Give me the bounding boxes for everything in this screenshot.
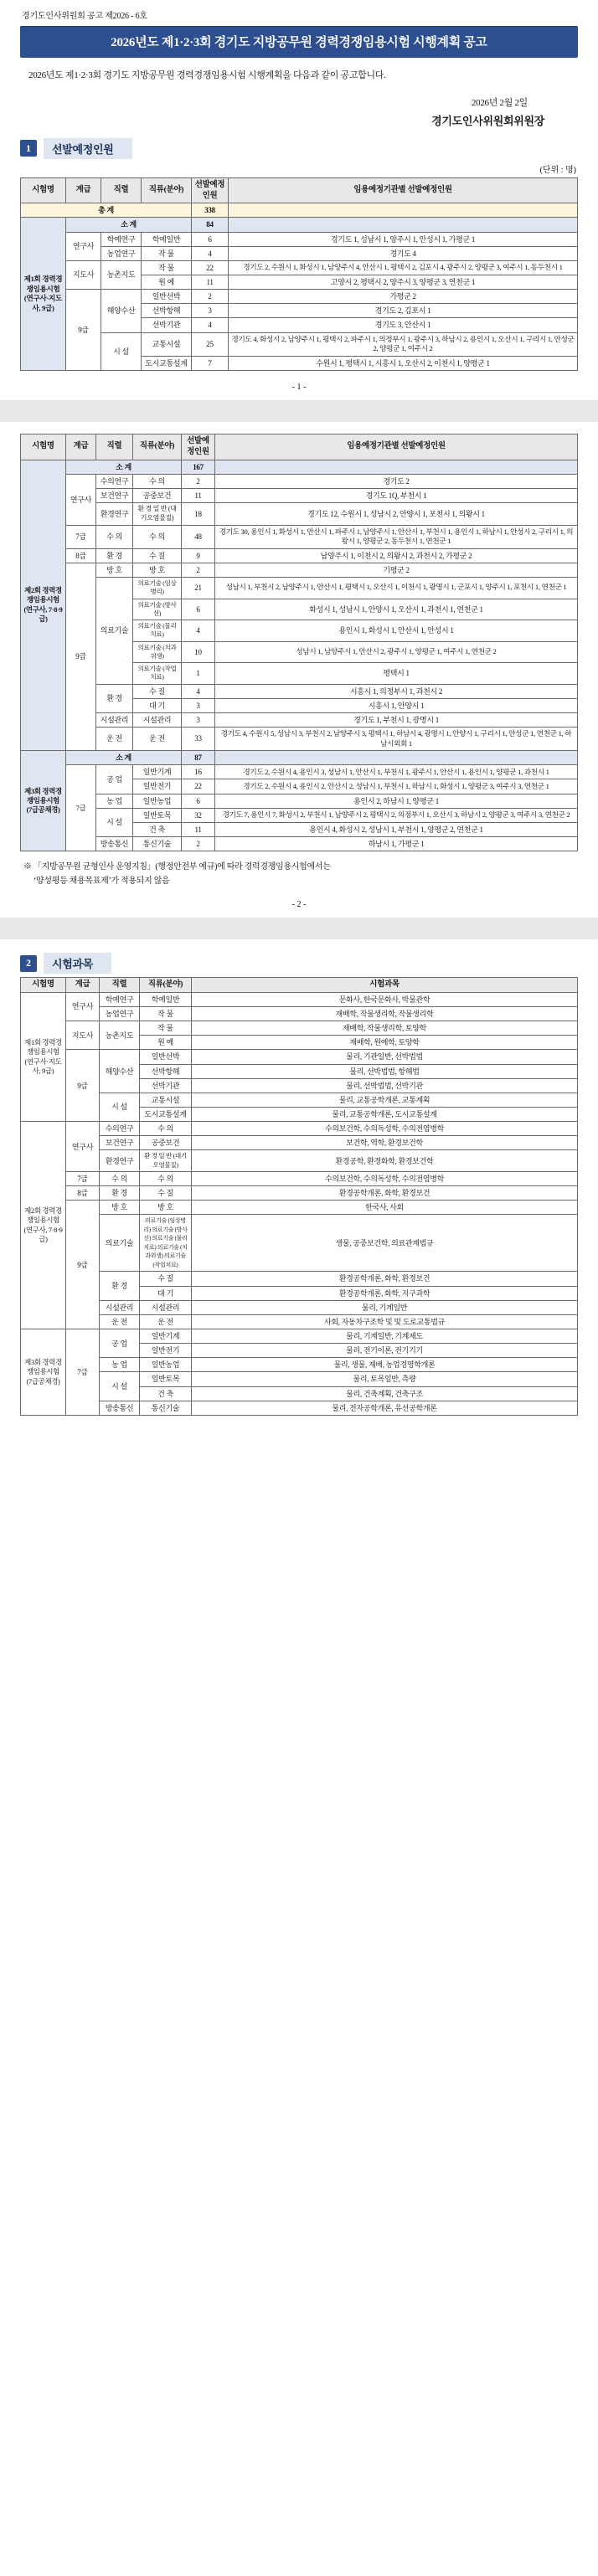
- table-row: [21, 1215, 578, 1272]
- org-cell: 경기도 30, 용인시 1, 화성시 1, 안산시 1, 파주시 1, 남양주시 1, 안산시 1, 부천시 1, 용인시 1, 하남시 1, 안성시 2, 구리시 1, 의왕시 1, 양평군 2, 동두천시 1, 연천군 1: [215, 525, 578, 548]
- table-row: [21, 836, 578, 851]
- table-row: [21, 808, 578, 822]
- field-cell: 수 질: [140, 1272, 192, 1286]
- subjects-cell: 문화사, 한국문화사, 박물관학: [192, 992, 578, 1006]
- series-cell: 해양수산: [100, 1050, 140, 1093]
- series-cell: 수의연구: [100, 1122, 140, 1136]
- subjects-cell: 환경공학개론, 화학, 지구과학: [192, 1286, 578, 1300]
- intro-paragraph: 2026년도 제1·2·3회 경기도 지방공무원 경력경쟁임용시험 시행계획을 다음과 같이 공고합니다.: [28, 70, 386, 80]
- subjects-cell: 물리, 전자공학개론, 유선공학개론: [192, 1401, 578, 1415]
- col-field: 직류(분야): [133, 434, 182, 460]
- col-exam-name: 시험명: [21, 434, 66, 460]
- org-cell: 남양주시 1, 이천시 2, 의왕시 2, 과천시 2, 가평군 2: [215, 548, 578, 563]
- series-cell: 공 업: [96, 765, 133, 794]
- subjects-cell: 보건학, 역학, 환경보건학: [192, 1136, 578, 1150]
- org-cell: 용인시 1, 화성시 1, 안산시 1, 안성시 1: [215, 620, 578, 642]
- field-cell: 시설관리: [133, 712, 182, 727]
- section-1-heading: [20, 138, 578, 159]
- page-3: [0, 939, 598, 1424]
- table-row: [21, 502, 578, 525]
- field-cell: 일반토목: [133, 808, 182, 822]
- subtotal-label: 소 계: [66, 460, 182, 474]
- table-row: [21, 1272, 578, 1286]
- series-cell: 시 설: [100, 1093, 140, 1121]
- table-row: [21, 1122, 578, 1136]
- series-cell: 방 호: [96, 563, 133, 577]
- field-cell: 수 의: [140, 1171, 192, 1185]
- count-cell: 22: [192, 260, 229, 275]
- note-line-2: ‘양성평등 채용목표제’가 적용되지 않음: [34, 877, 170, 887]
- series-cell: 방송통신: [96, 836, 133, 851]
- count-cell: 6: [182, 599, 215, 620]
- subjects-cell: 수의보건학, 수의독성학, 수의전염병학: [192, 1122, 578, 1136]
- count-cell: 11: [182, 488, 215, 502]
- org-cell: 경기도 1, 성남시 1, 양주시 1, 안성시 1, 가평군 1: [229, 232, 578, 246]
- table-row: [21, 1150, 578, 1172]
- section-2-number: 2: [20, 955, 37, 972]
- series-cell: 학예연구: [100, 992, 140, 1006]
- table-row: [21, 684, 578, 698]
- table-row: [21, 578, 578, 599]
- field-cell: 의료기술 (치과위생): [133, 641, 182, 663]
- series-cell: 수 의: [100, 1171, 140, 1185]
- col-series: 직렬: [96, 434, 133, 460]
- series-cell: 방 호: [100, 1201, 140, 1215]
- series-cell: 농업연구: [100, 1007, 140, 1021]
- field-cell: 교통시설: [142, 332, 192, 356]
- table-row: [21, 563, 578, 577]
- exam2-name-cell: 제2회 경력경쟁임용시험 (연구사, 7·8·9급): [21, 1122, 66, 1329]
- field-cell: 수 질: [133, 548, 182, 563]
- subjects-cell: 환경공학, 환경화학, 환경보건학: [192, 1150, 578, 1172]
- series-cell: 학예연구: [101, 232, 142, 246]
- table-row: [21, 1093, 578, 1107]
- field-cell: 대 기: [140, 1286, 192, 1300]
- org-cell: 수원시 1, 평택시 1, 시흥시 1, 오산시 2, 이천시 1, 양평군 1: [229, 356, 578, 370]
- org-cell: 경기도 2, 수원시 4, 용인시 2, 안산시 2, 성남시 1, 부천시 1, 하남시 1, 화성시 1, 양평군 3, 여주시 3, 연천군 1: [215, 779, 578, 794]
- series-cell: 운 전: [100, 1314, 140, 1329]
- field-cell: 일반농업: [133, 794, 182, 808]
- series-cell: 보건연구: [100, 1136, 140, 1150]
- grade-cell: 8급: [66, 548, 96, 563]
- col-series: 직렬: [101, 177, 142, 203]
- count-cell: 32: [182, 808, 215, 822]
- field-cell: 건 축: [133, 822, 182, 836]
- table-row: [21, 290, 578, 304]
- org-cell: 시흥시 1, 의정부시 1, 과천시 2: [215, 684, 578, 698]
- subjects-cell: 물리, 교통공학개론, 도시교통설계: [192, 1108, 578, 1122]
- field-cell: 수 의: [133, 525, 182, 548]
- count-cell: 18: [182, 502, 215, 525]
- count-cell: 11: [192, 275, 229, 290]
- count-cell: 2: [192, 290, 229, 304]
- grade-cell: 9급: [66, 1050, 100, 1122]
- series-cell: 공 업: [100, 1329, 140, 1357]
- table-row: [21, 474, 578, 488]
- field-cell: 수 의: [133, 474, 182, 488]
- field-cell: 선박기관: [140, 1078, 192, 1093]
- count-cell: 7: [192, 356, 229, 370]
- field-cell: 학예일반: [142, 232, 192, 246]
- section-1-number: 1: [20, 140, 37, 157]
- grade-cell: 7급: [66, 525, 96, 548]
- field-cell: 의료기술 (임상병리): [133, 578, 182, 599]
- col-subjects: 시험과목: [192, 978, 578, 993]
- field-cell: 원 예: [140, 1036, 192, 1050]
- count-cell: 21: [182, 578, 215, 599]
- page-separator: [0, 400, 598, 422]
- col-exam-name: 시험명: [21, 978, 66, 993]
- table-header-row: [21, 434, 578, 460]
- balance-policy-note: [23, 860, 575, 888]
- table-header-row: [21, 978, 578, 993]
- field-cell: 시설관리: [140, 1300, 192, 1314]
- subjects-cell: 환경공학개론, 화학, 환경보건: [192, 1272, 578, 1286]
- grade-cell: 연구사: [66, 474, 96, 525]
- count-cell: 2: [182, 836, 215, 851]
- field-cell: 의료기술 (방사선): [133, 599, 182, 620]
- org-cell: 가평군 2: [229, 290, 578, 304]
- series-cell: 보건연구: [96, 488, 133, 502]
- subjects-cell: 물리, 건축계획, 건축구조: [192, 1386, 578, 1401]
- table-row: [21, 260, 578, 275]
- col-grade: 계급: [66, 434, 96, 460]
- field-cell: 의료기술 (작업치료): [133, 663, 182, 685]
- count-cell: 9: [182, 548, 215, 563]
- subjects-cell: 환경공학개론, 화학, 환경보건: [192, 1186, 578, 1201]
- doc-header-line: 경기도인사위원회 공고 제2026 - 6호: [22, 12, 147, 21]
- field-cell: 선박항해: [140, 1064, 192, 1078]
- field-cell: 작 물: [142, 246, 192, 260]
- series-cell: 농촌지도: [100, 1021, 140, 1050]
- field-cell: 통신기술: [133, 836, 182, 851]
- field-cell: 의료기술 (물리치료): [133, 620, 182, 642]
- grade-cell: 9급: [66, 563, 96, 750]
- count-cell: 3: [182, 698, 215, 712]
- field-cell: 일반선박: [140, 1050, 192, 1064]
- series-cell: 농 업: [96, 794, 133, 808]
- page-separator-2: [0, 918, 598, 939]
- count-cell: 1: [182, 663, 215, 685]
- col-org: 임용예정기관별 선발예정인원: [229, 177, 578, 203]
- field-cell: 운 전: [133, 727, 182, 750]
- table-row: [21, 1050, 578, 1064]
- grade-cell: 지도사: [66, 260, 101, 289]
- field-cell: 일반전기: [133, 779, 182, 794]
- field-cell: 공중보건: [140, 1136, 192, 1150]
- table-row: [21, 727, 578, 750]
- org-cell: 용인시 2, 하남시 1, 양평군 1: [215, 794, 578, 808]
- table-row: [21, 1329, 578, 1343]
- subjects-cell: 물리, 토목일반, 측량: [192, 1372, 578, 1386]
- subjects-cell: 물리, 선박법법, 선박기관: [192, 1078, 578, 1093]
- page-2: [0, 422, 598, 918]
- table-row: [21, 488, 578, 502]
- org-cell: 경기도 12, 수원시 1, 성남시 2, 안양시 1, 포천시 1, 의왕시 1: [215, 502, 578, 525]
- series-cell: 환 경: [96, 684, 133, 712]
- subjects-cell: 생물, 공중보건학, 의료관계법규: [192, 1215, 578, 1272]
- field-cell: 도시교통설계: [140, 1108, 192, 1122]
- count-cell: 22: [182, 779, 215, 794]
- section-2-title: 시험과목: [44, 953, 111, 974]
- series-cell: 농 업: [100, 1358, 140, 1372]
- unit-label: (단위 : 명): [539, 165, 576, 175]
- table-row: [21, 1314, 578, 1329]
- field-cell: 일반토목: [140, 1372, 192, 1386]
- series-cell: 시 설: [100, 1372, 140, 1401]
- subjects-cell: 물리, 기계일반, 기계제도: [192, 1329, 578, 1343]
- count-cell: 4: [192, 318, 229, 332]
- table-row: [21, 1300, 578, 1314]
- exam1-name-cell: 제1회 경력경쟁임용시험 (연구사·지도사, 9급): [21, 992, 66, 1121]
- table-row: [21, 794, 578, 808]
- org-cell: 경기도 4, 수원시 5, 성남시 3, 부천시 2, 남양주시 3, 평택시 1, 하남시 4, 광명시 1, 안양시 1, 구리시 1, 안성군 1, 연천군 1, 하남시외회 1: [215, 727, 578, 750]
- col-grade: 계급: [66, 978, 100, 993]
- series-cell: 시 설: [96, 808, 133, 836]
- field-cell: 통신기술: [140, 1401, 192, 1415]
- grade-cell: 9급: [66, 1201, 100, 1329]
- table-row-subtotal-exam3: [21, 751, 578, 765]
- field-cell: 환 경 일 반 (대기오염물질): [140, 1150, 192, 1172]
- count-cell: 3: [182, 712, 215, 727]
- series-cell: 시 설: [101, 332, 142, 370]
- subtotal-label: 소 계: [66, 218, 192, 232]
- org-cell: 성남시 1, 부천시 2, 남양주시 1, 안산시 1, 평택시 1, 오산시 1, 이천시 1, 광명시 1, 군포시 1, 양주시 1, 포천시 1, 연천군 1: [215, 578, 578, 599]
- org-cell: 용인시 4, 화성시 2, 성남시 1, 부천시 1, 양평군 2, 연천군 1: [215, 822, 578, 836]
- series-cell: 의료기술: [96, 578, 133, 685]
- field-cell: 작 물: [140, 1007, 192, 1021]
- field-cell: 작 물: [142, 260, 192, 275]
- field-cell: 학예일반: [140, 992, 192, 1006]
- subjects-cell: 수의보건학, 수의독성학, 수의전염병학: [192, 1171, 578, 1185]
- table-header-row: [21, 177, 578, 203]
- count-cell: 4: [192, 246, 229, 260]
- field-cell: 작 물: [140, 1021, 192, 1036]
- grade-cell: 연구사: [66, 1122, 100, 1172]
- table-row: [21, 712, 578, 727]
- series-cell: 방송통신: [100, 1401, 140, 1415]
- subtotal-count: 167: [182, 460, 215, 474]
- field-cell: 일반농업: [140, 1358, 192, 1372]
- subjects-cell: 물리, 기관일반, 선박법법: [192, 1050, 578, 1064]
- table-row: [21, 1136, 578, 1150]
- field-cell: 선박항해: [142, 304, 192, 318]
- count-cell: 6: [192, 232, 229, 246]
- table-row: [21, 765, 578, 779]
- subjects-cell: 물리, 생물, 재배, 농업경영학개론: [192, 1358, 578, 1372]
- series-cell: 환 경: [100, 1186, 140, 1201]
- field-cell: 일반전기: [140, 1344, 192, 1358]
- page-title: 2026년도 제1·2·3회 경기도 지방공무원 경력경쟁임용시험 시행계획 공고: [20, 26, 578, 58]
- org-cell: 경기도 4, 화성시 2, 남양주시 1, 평택시 2, 파주시 1, 의정부시 1, 광주시 3, 하남시 2, 용인시 1, 오산시 1, 구리시 1, 안성군 2, 양평군 1, 여주시 2: [229, 332, 578, 356]
- col-field: 직류(분야): [140, 978, 192, 993]
- series-cell: 시설관리: [100, 1300, 140, 1314]
- announce-date: 2026년 2월 2일: [471, 97, 528, 108]
- table-row: [21, 1358, 578, 1372]
- page-number-1: - 1 -: [291, 382, 307, 392]
- count-cell: 4: [182, 684, 215, 698]
- org-cell: 경기도 1Q, 부천시 1: [215, 488, 578, 502]
- series-cell: 환경연구: [100, 1150, 140, 1172]
- org-cell: 경기도 4: [229, 246, 578, 260]
- table-row: [21, 992, 578, 1006]
- field-cell: 수 질: [140, 1186, 192, 1201]
- count-cell: 33: [182, 727, 215, 750]
- table-row: [21, 1201, 578, 1215]
- subjects-cell: 물리, 기계일반: [192, 1300, 578, 1314]
- field-cell: 방 호: [133, 563, 182, 577]
- series-cell: 시설관리: [96, 712, 133, 727]
- org-cell: 경기도 2, 김포시 1: [229, 304, 578, 318]
- series-cell: 환 경: [96, 548, 133, 563]
- table-row: [21, 1186, 578, 1201]
- series-cell: 수의연구: [96, 474, 133, 488]
- selection-table-page2: [20, 434, 578, 851]
- col-count: 선발예정인원: [192, 177, 229, 203]
- section-1-title: 선발예정인원: [44, 138, 132, 159]
- table-row: [21, 332, 578, 356]
- org-cell: 기평군 2: [215, 563, 578, 577]
- series-cell: 농업연구: [101, 246, 142, 260]
- field-cell: 일반기계: [133, 765, 182, 779]
- col-exam-name: 시험명: [21, 177, 66, 203]
- subjects-cell: 물리, 선박법법, 항해법: [192, 1064, 578, 1078]
- count-cell: 4: [182, 620, 215, 642]
- org-cell: 하남시 1, 가평군 1: [215, 836, 578, 851]
- org-cell: 경기도 2, 수원시 1, 화성시 1, 남양주시 4, 안산시 1, 평택시 2, 김포시 4, 광주시 2, 양평군 3, 여주시 1, 동두천시 1: [229, 260, 578, 275]
- col-series: 직렬: [100, 978, 140, 993]
- subjects-table: [20, 977, 578, 1416]
- field-cell: 대 기: [133, 698, 182, 712]
- grade-cell: 지도사: [66, 1021, 100, 1050]
- org-cell: 경기도 2, 수원시 4, 용인시 3, 성남시 1, 안산시 1, 부천시 1, 광주시 1, 안산시 1, 용인시 1, 양평군 1, 과천시 1: [215, 765, 578, 779]
- field-cell: 도시교통설계: [142, 356, 192, 370]
- field-cell: 수 의: [140, 1122, 192, 1136]
- section-2-heading: [20, 953, 578, 974]
- series-cell: 운 전: [96, 727, 133, 750]
- field-cell: 운 전: [140, 1314, 192, 1329]
- table-row: [21, 1007, 578, 1021]
- grade-cell: 9급: [66, 290, 101, 371]
- page-number-2: - 2 -: [291, 900, 307, 910]
- col-field: 직류(분야): [142, 177, 192, 203]
- grade-cell: 연구사: [66, 992, 100, 1021]
- subjects-cell: 사회, 자동차구조학 및 및 도로교통법규: [192, 1314, 578, 1329]
- col-count: 선발예정인원: [182, 434, 215, 460]
- subjects-cell: 한국사, 사회: [192, 1201, 578, 1215]
- count-cell: 25: [192, 332, 229, 356]
- exam2-name-cell: 제2회 경력경쟁임용시험 (연구사, 7·8·9급): [21, 460, 66, 751]
- selection-table-page1: [20, 177, 578, 371]
- count-cell: 3: [192, 304, 229, 318]
- org-cell: 경기도 2: [215, 474, 578, 488]
- table-row: [21, 1171, 578, 1185]
- subjects-cell: 재배학, 원예학, 토양학: [192, 1036, 578, 1050]
- org-cell: 성남시 1, 남양주시 1, 안산시 2, 광주시 1, 양평군 1, 여주시 1, 연천군 2: [215, 641, 578, 663]
- subtotal-label: 소 계: [66, 751, 182, 765]
- count-cell: 10: [182, 641, 215, 663]
- count-cell: 48: [182, 525, 215, 548]
- count-cell: 2: [182, 474, 215, 488]
- note-line-1: ※ 「지방공무원 균형인사 운영지침」(행정안전부 예규)에 따라 경력경쟁임용시험에서는: [23, 862, 331, 872]
- subjects-cell: 재배학, 작물생리학, 토양학: [192, 1021, 578, 1036]
- field-cell: 공중보건: [133, 488, 182, 502]
- org-cell: 시흥시 1, 안양시 1: [215, 698, 578, 712]
- series-cell: 의료기술: [100, 1215, 140, 1272]
- subjects-cell: 물리, 전기이론, 전기기기: [192, 1344, 578, 1358]
- table-row-subtotal: [21, 218, 578, 232]
- org-cell: 경기도 3, 안산시 1: [229, 318, 578, 332]
- field-cell: 의료기술 (임상병리) 의료기술 (방사선) 의료기술 (물리치료) 의료기술 (치과위생) 의료기술 (작업치료): [140, 1215, 192, 1272]
- field-cell: 일반선박: [142, 290, 192, 304]
- series-cell: 해양수산: [101, 290, 142, 332]
- series-cell: 환경연구: [96, 502, 133, 525]
- series-cell: 농촌지도: [101, 260, 142, 289]
- field-cell: 수 질: [133, 684, 182, 698]
- total-count: 338: [192, 203, 229, 218]
- table-row: [21, 525, 578, 548]
- table-row: [21, 548, 578, 563]
- table-row-total: [21, 203, 578, 218]
- org-cell: 경기도 7, 용인시 7, 화성시 2, 부천시 1, 남양주시 2, 평택시 2, 의정부시 1, 오산시 3, 하남시 2, 양평군 3, 여주시 3, 연천군 2: [215, 808, 578, 822]
- table-row: [21, 1372, 578, 1386]
- grade-cell: 연구사: [66, 232, 101, 260]
- page-1: [0, 0, 598, 400]
- table-row-subtotal-exam2: [21, 460, 578, 474]
- count-cell: 6: [182, 794, 215, 808]
- subjects-cell: 물리, 교통공학개론, 교통계획: [192, 1093, 578, 1107]
- exam3-name-cell: 제3회 경력경쟁임용시험 (7급공채경): [21, 1329, 66, 1415]
- series-cell: 환 경: [100, 1272, 140, 1300]
- exam-name-cell: 제1회 경력경쟁임용시험 (연구사·지도사, 9급): [21, 218, 66, 370]
- exam3-name-cell: 제3회 경력경쟁임용시험 (7급공채경): [21, 751, 66, 851]
- field-cell: 건 축: [140, 1386, 192, 1401]
- field-cell: 선박기관: [142, 318, 192, 332]
- subtotal-count: 84: [192, 218, 229, 232]
- count-cell: 11: [182, 822, 215, 836]
- org-cell: 경기도 1, 부천시 1, 광명시 1: [215, 712, 578, 727]
- count-cell: 2: [182, 563, 215, 577]
- signer-name: 경기도인사위원회위원장: [431, 114, 544, 127]
- field-cell: 방 호: [140, 1201, 192, 1215]
- table-row: [21, 1401, 578, 1415]
- col-org: 임용예정기관별 선발예정인원: [215, 434, 578, 460]
- table-row: [21, 232, 578, 246]
- total-label: 총 계: [21, 203, 192, 218]
- table-row: [21, 246, 578, 260]
- subjects-cell: 재배학, 작물생리학, 작물생리학: [192, 1007, 578, 1021]
- field-cell: 일반기계: [140, 1329, 192, 1343]
- org-cell: 화성시 1, 성남시 1, 안양시 1, 오산시 1, 과천시 1, 연천군 1: [215, 599, 578, 620]
- grade-cell: 7급: [66, 765, 96, 851]
- field-cell: 환 경 일 반 (대기오염물질): [133, 502, 182, 525]
- org-cell: 평택시 1: [215, 663, 578, 685]
- series-cell: 수 의: [96, 525, 133, 548]
- org-cell: 고양시 2, 평택시 2, 양주시 3, 양평군 3, 연천군 1: [229, 275, 578, 290]
- count-cell: 16: [182, 765, 215, 779]
- grade-cell: 7급: [66, 1329, 100, 1415]
- grade-cell: 8급: [66, 1186, 100, 1201]
- field-cell: 교통시설: [140, 1093, 192, 1107]
- field-cell: 원 예: [142, 275, 192, 290]
- table-row: [21, 1021, 578, 1036]
- subtotal-count: 87: [182, 751, 215, 765]
- col-grade: 계급: [66, 177, 101, 203]
- grade-cell: 7급: [66, 1171, 100, 1185]
